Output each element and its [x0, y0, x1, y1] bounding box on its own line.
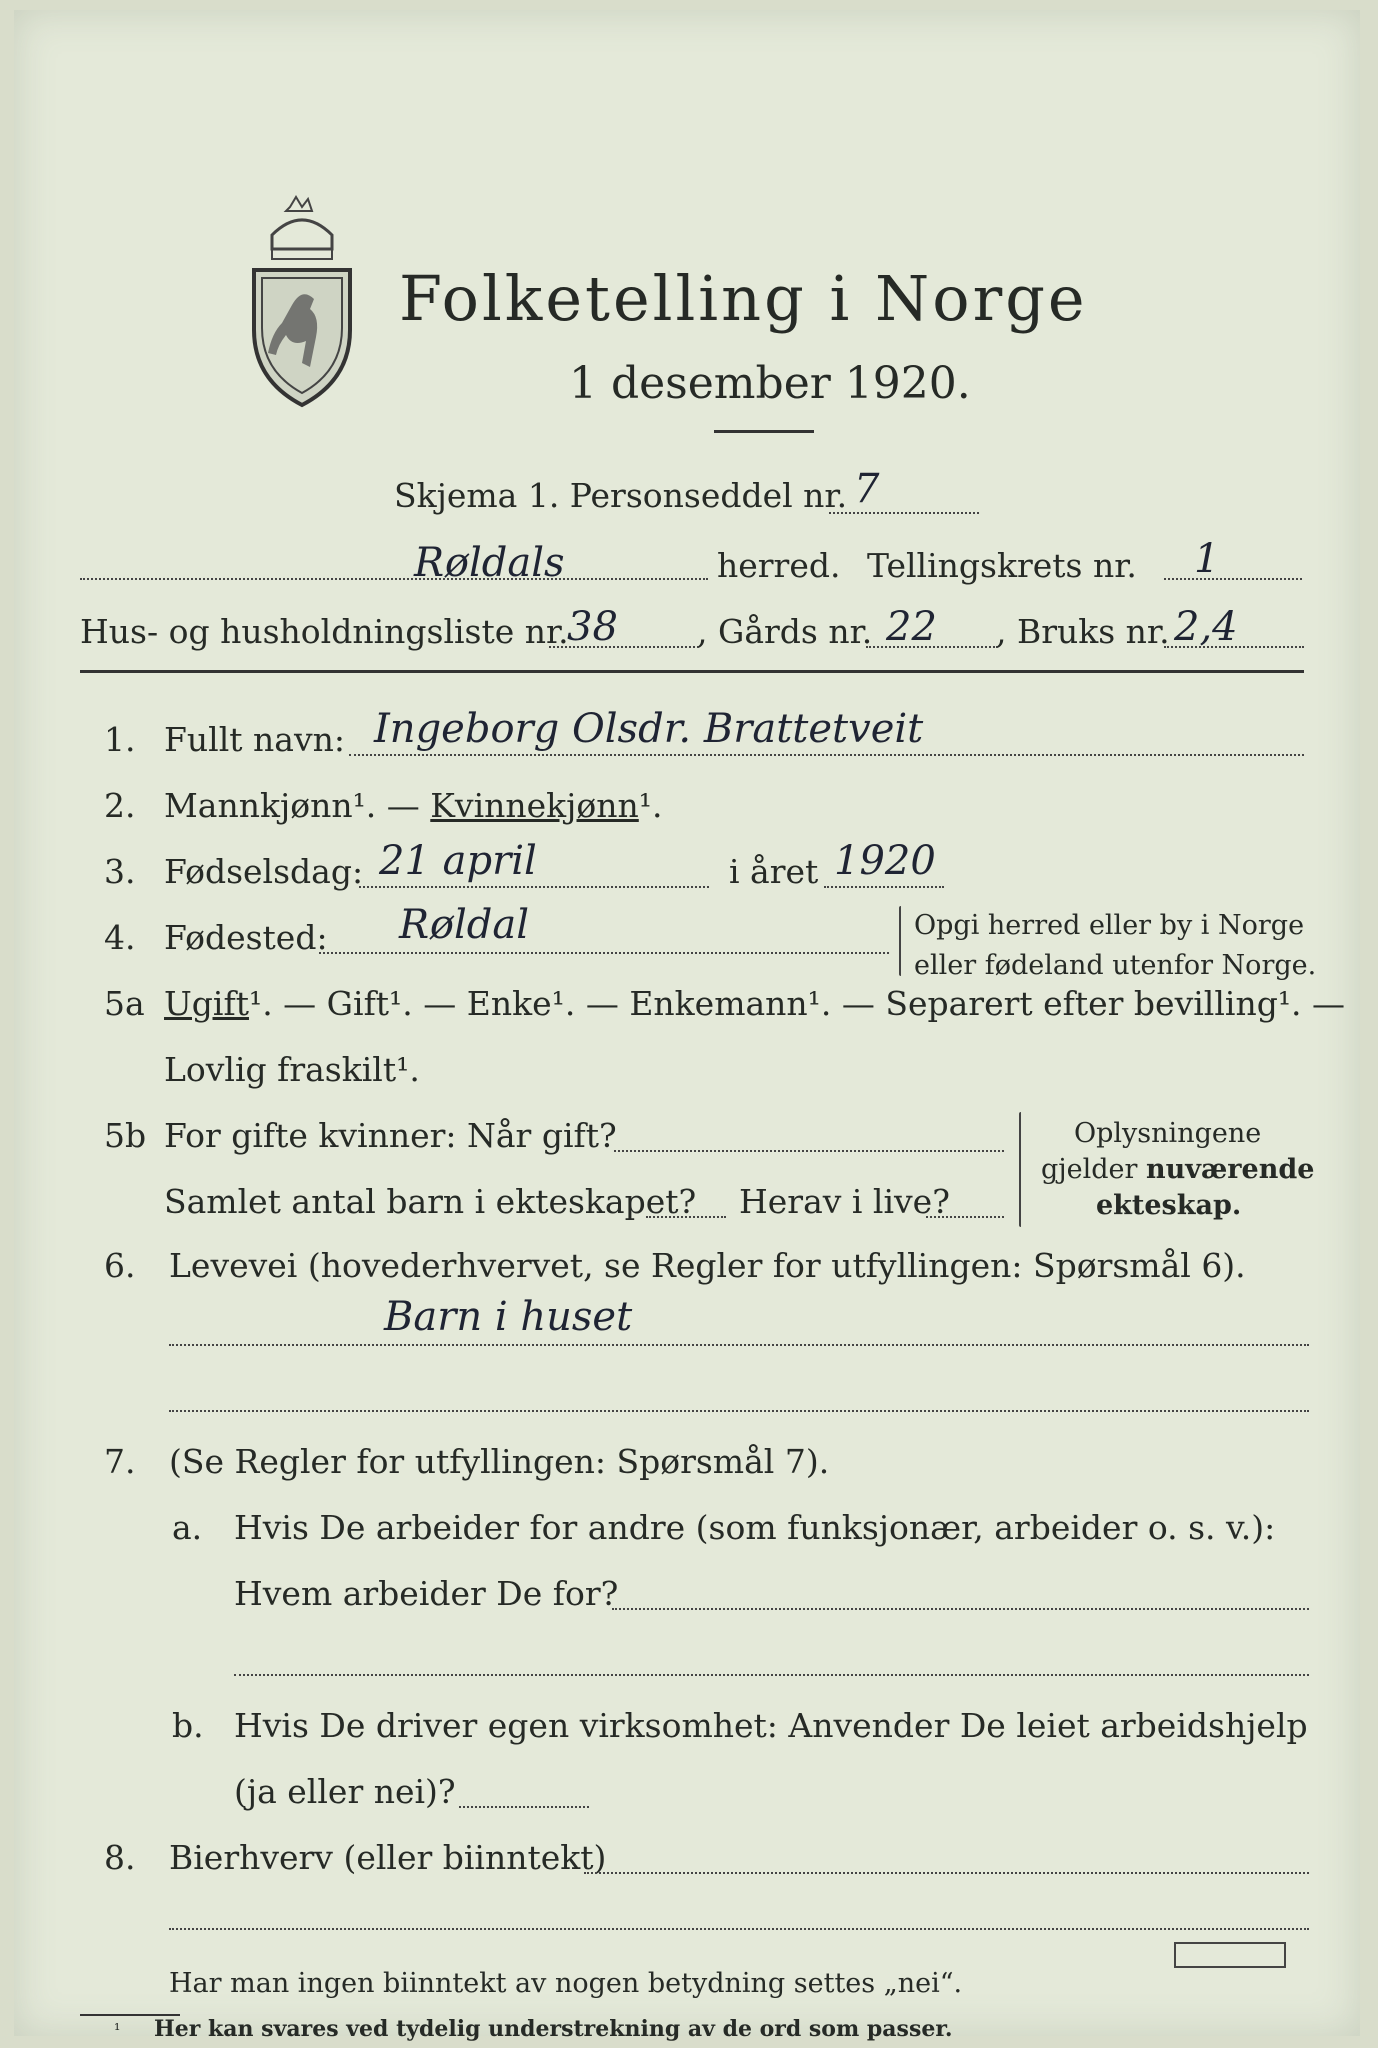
q5a-number: 5a	[104, 984, 145, 1023]
title-divider	[714, 430, 814, 433]
full-name-line	[349, 754, 1304, 756]
hus-value[interactable]: 38	[567, 604, 618, 650]
gards-label: , Gårds nr.	[697, 612, 873, 651]
side-income-line-2	[169, 1928, 1309, 1930]
when-married-line	[614, 1150, 1004, 1152]
census-form-sheet	[14, 10, 1360, 2042]
q6-number: 6.	[104, 1246, 136, 1285]
q5b-note-line3: ekteskap.	[1096, 1190, 1242, 1221]
q7a-question: Hvis De arbeider for andre (som funksjonær, arbeider o. s. v.):	[234, 1508, 1276, 1547]
occupation-line	[169, 1344, 1309, 1346]
q7a-employer-label: Hvem arbeider De for?	[234, 1574, 619, 1613]
q5b-alive-label: Herav i live?	[739, 1182, 950, 1221]
q5a-other-options: ¹. — Gift¹. — Enke¹. — Enkemann¹. — Separert efter bevilling¹. —	[248, 984, 1346, 1023]
q4-note-line2: eller fødeland utenfor Norge.	[914, 950, 1317, 981]
hus-line	[549, 646, 699, 648]
q5b-children-label: Samlet antal barn i ekteskapet?	[164, 1182, 697, 1221]
children-line	[646, 1216, 726, 1218]
q1-number: 1.	[104, 720, 136, 759]
herred-value[interactable]: Røldals	[414, 540, 565, 586]
birthday-value[interactable]: 21 april	[379, 838, 537, 884]
printer-stamp	[1174, 1942, 1286, 1968]
q4-number: 4.	[104, 918, 136, 957]
q8-number: 8.	[104, 1838, 136, 1877]
q4-note-line1: Opgi herred eller by i Norge	[914, 910, 1305, 941]
q7-label: (Se Regler for utfyllingen: Spørsmål 7).	[169, 1442, 830, 1481]
option-lovlig-fraskilt[interactable]: Lovlig fraskilt¹.	[164, 1050, 420, 1089]
q8-note: Har man ingen biinntekt av nogen betydning settes „nei“.	[169, 1968, 963, 1999]
bruks-value[interactable]: 2,4	[1174, 604, 1238, 650]
personseddel-nr-line	[829, 512, 979, 514]
bruks-label: , Bruks nr.	[996, 612, 1170, 651]
q5b-number: 5b	[104, 1116, 147, 1155]
tellingskrets-line	[1164, 578, 1302, 580]
q7b-question: Hvis De driver egen virksomhet: Anvender De leiet arbeidshjelp	[234, 1706, 1308, 1745]
q3-label: Fødselsdag:	[164, 852, 364, 891]
herred-line	[80, 578, 708, 580]
employer-line	[612, 1608, 1309, 1610]
birthday-line	[359, 886, 709, 888]
q7b-letter: b.	[172, 1706, 204, 1745]
tellingskrets-label: Tellingskrets nr.	[867, 546, 1137, 585]
brace-q5b	[1019, 1112, 1021, 1227]
gards-value[interactable]: 22	[886, 604, 937, 650]
tellingskrets-value[interactable]: 1	[1194, 536, 1220, 582]
footnote-mark: ¹.	[638, 786, 663, 825]
q6-label: Levevei (hovederhvervet, se Regler for utfyllingen: Spørsmål 6).	[169, 1246, 1246, 1285]
occupation-line-2	[169, 1410, 1309, 1412]
bruks-line	[1164, 646, 1304, 648]
q1-label: Fullt navn:	[164, 720, 345, 759]
year-label: i året	[729, 852, 819, 891]
q7a-letter: a.	[172, 1508, 203, 1547]
gards-line	[866, 646, 998, 648]
footnote-text: Her kan svares ved tydelig understrekning av de ord som passer.	[154, 2016, 953, 2042]
birthplace-line	[319, 952, 889, 954]
personseddel-nr-value[interactable]: 7	[854, 466, 880, 512]
option-kvinnekjonn-selected[interactable]: Kvinnekjønn	[430, 786, 639, 825]
side-income-line	[584, 1872, 1309, 1874]
alive-line	[926, 1216, 1004, 1218]
birth-year-line	[824, 886, 944, 888]
norway-coat-of-arms-icon	[232, 195, 372, 415]
q3-number: 3.	[104, 852, 136, 891]
brace-q4	[899, 906, 901, 976]
option-separator: —	[376, 786, 431, 825]
q8-label: Bierhverv (eller biinntekt)	[169, 1838, 607, 1877]
page-title: Folketelling i Norge	[399, 262, 1088, 335]
full-name-value[interactable]: Ingeborg Olsdr. Brattetveit	[374, 706, 924, 752]
birth-year-value[interactable]: 1920	[834, 838, 936, 884]
birthplace-value[interactable]: Røldal	[399, 902, 529, 948]
hired-help-line	[459, 1806, 589, 1808]
occupation-value[interactable]: Barn i huset	[384, 1294, 633, 1340]
q5b-note-line1: Oplysningene	[1074, 1118, 1262, 1149]
header-rule	[80, 670, 1304, 673]
hus-label: Hus- og husholdningsliste nr.	[80, 612, 569, 651]
q2-number: 2.	[104, 786, 136, 825]
q4-label: Fødested:	[164, 918, 328, 957]
q5b-note-line2: gjelder nuværende	[1041, 1154, 1315, 1185]
q2-options	[164, 786, 663, 825]
footnote-mark: ¹	[114, 2020, 121, 2039]
option-mannkjonn[interactable]: Mannkjønn¹.	[164, 786, 377, 825]
skjema-label: Skjema 1. Personseddel nr.	[394, 476, 848, 515]
q5b-when-married-label: For gifte kvinner: Når gift?	[164, 1116, 617, 1155]
q7-number: 7.	[104, 1442, 136, 1481]
option-ugift-selected[interactable]: Ugift	[164, 984, 249, 1023]
herred-label: herred.	[717, 546, 841, 585]
employer-line-2	[234, 1674, 1309, 1676]
q7b-hired-help-label: (ja eller nei)?	[234, 1772, 456, 1811]
census-date: 1 desember 1920.	[569, 358, 971, 409]
q5a-options	[164, 984, 1345, 1023]
